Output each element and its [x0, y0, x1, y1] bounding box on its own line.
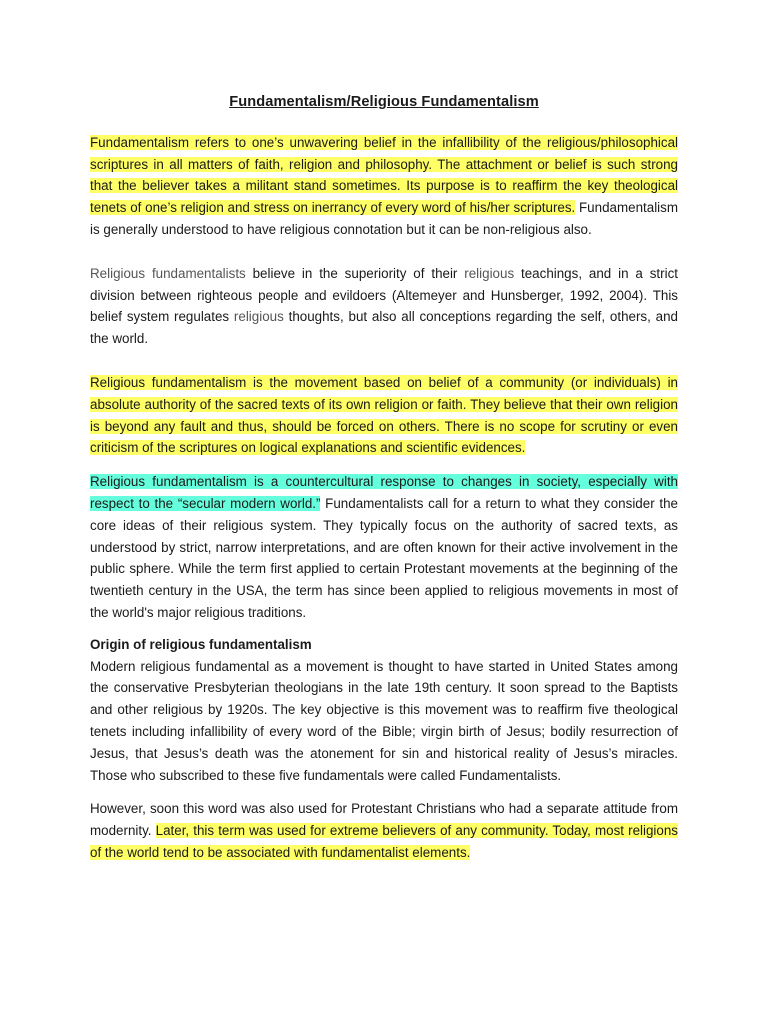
body-text-grey: Religious fundamentalists [90, 265, 246, 281]
body-text: Fundamentalists call for a return to what they consider the core ideas of their religious system. They typically focus on the authority of sacred texts, as understood by strict, narrow interpretations, and are often known for their active involvement in the public sphere. While the term first applied to certain Protestant movements at the beginning of the twentieth century in the USA, the term has since been applied to religious movements in most of the world's major religious traditions. [90, 495, 678, 620]
document-page [90, 92, 678, 864]
highlighted-text-cyan: Religious fundamentalism is a countercultural response to changes in society, especially with respect to the “secular modern world.” [90, 474, 678, 511]
paragraph-origin: Modern religious fundamental as a movement is thought to have started in United States among the conservative Presbyterian theologians in the late 19th century. It soon spread to the Baptists and other religious by 1920s. The key objective is this movement was to reaffirm five theological tenets including infallibility of every word of the Bible; virgin birth of Jesus; bodily resurrection of Jesus, that Jesus’s death was the atonement for sin and historical reality of Jesus’s miracles. Those who subscribed to these five fundamentals were called Fundamentalists. [90, 658, 678, 783]
body-text: However, soon this word was also used for Protestant Christians who had a separate attitude from modernity. [90, 801, 678, 839]
highlighted-text: Religious fundamentalism is the movement based on belief of a community (or individuals) in absolute authority of the sacred texts of its own religion or faith. They believe that their own religion is beyond any fault and thus, should be forced on others. There is no scope for scrutiny or even criticism of the scriptures on logical explanations and scientific evidences. [90, 374, 678, 456]
section-heading-origin: Origin of religious fundamentalism [90, 636, 312, 652]
body-text: Fundamentalism is generally understood to have religious connotation but it can be non-religious also. [90, 200, 678, 237]
paragraph-definition [90, 132, 678, 241]
body-text-grey: religious [233, 309, 284, 325]
document-title: Fundamentalism/Religious Fundamentalism [229, 94, 539, 110]
paragraph-movement [90, 372, 678, 459]
paragraph-religious-fundamentalists [90, 263, 678, 350]
highlighted-text: Later, this term was used for extreme believers of any community. Today, most religions of the world tend to be associated with fundamentalist elements. [90, 823, 678, 860]
paragraph-later-usage [90, 798, 678, 863]
highlighted-text: Fundamentalism refers to one’s unwavering belief in the infallibility of the religious/philosophical scriptures in all matters of faith, religion and philosophy. The attachment or belief is such strong that the believer takes a militant stand sometimes. Its purpose is to reaffirm the key theological tenets of one’s religion and stress on inerrancy of every word of his/her scriptures. [90, 134, 678, 216]
body-text-grey: religious [464, 265, 515, 281]
body-text: teachings, and in a strict division between righteous people and evildoers (Altemeyer and Hunsberger, 1992, 2004). This belief system regulates [90, 265, 678, 325]
body-text: thoughts, but also all conceptions regarding the self, others, and the world. [90, 309, 678, 347]
body-text: believe in the superiority of their [245, 265, 465, 281]
paragraph-countercultural [90, 471, 678, 624]
